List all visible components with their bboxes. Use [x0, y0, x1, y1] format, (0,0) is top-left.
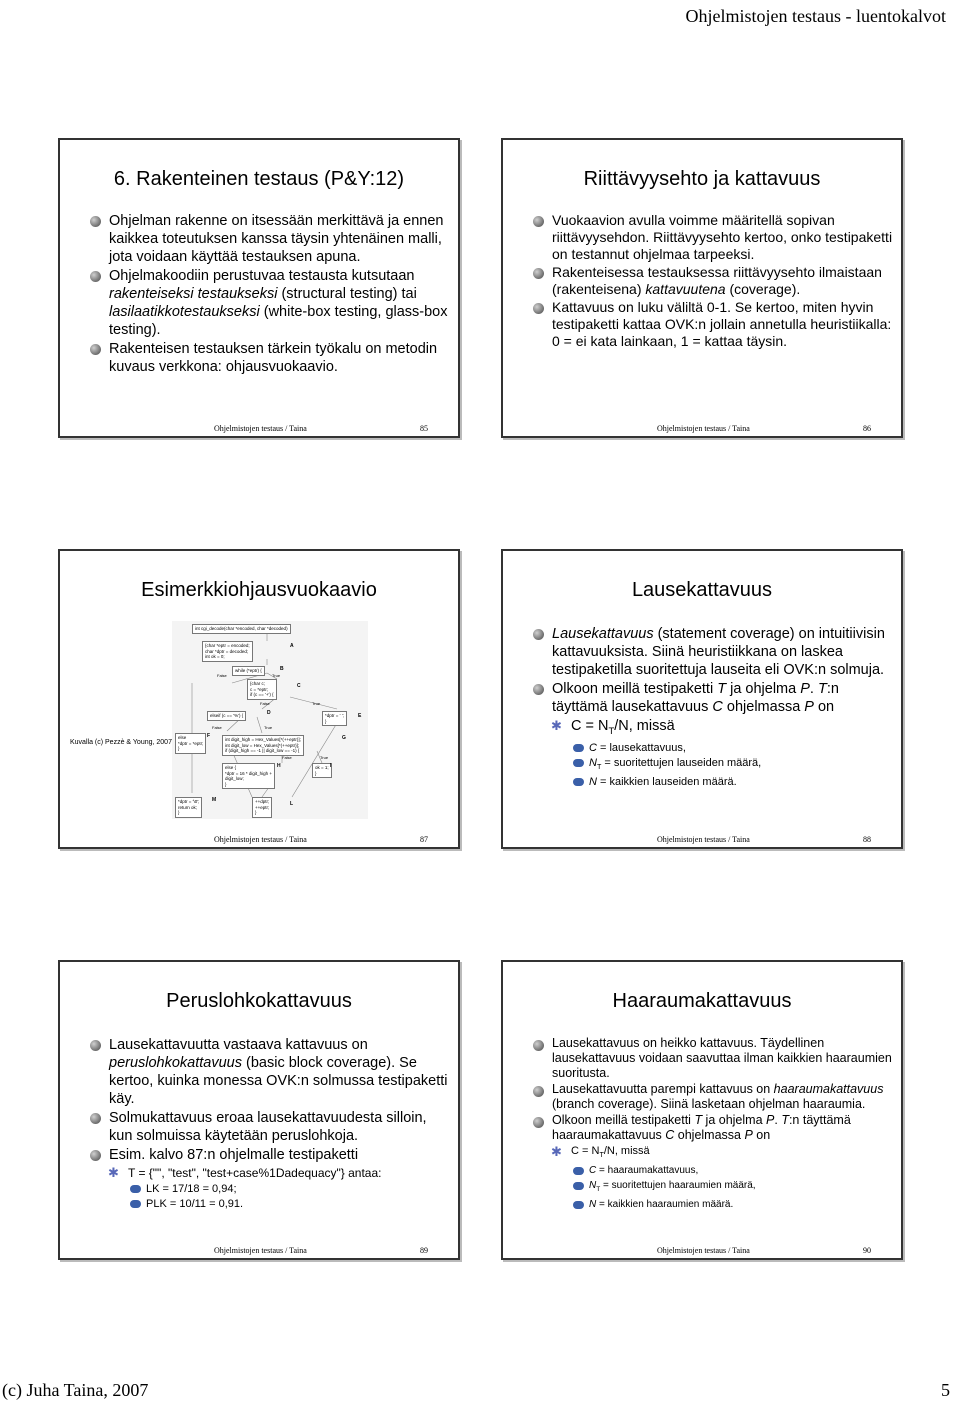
bullet-icon	[533, 268, 544, 279]
slide-number: 87	[420, 835, 428, 844]
list-item: PLK = 10/11 = 0,91.	[90, 1197, 450, 1211]
list-item: LK = 17/18 = 0,94;	[90, 1182, 450, 1196]
list-item: Lausekattavuus (statement coverage) on intuitiivisin kattavuuksista. Siinä heuristiikkana on laskea testipaketilla suoritettuja lauseita eli OVK:n solmuja.	[533, 625, 893, 679]
list-item: Olkoon meillä testipaketti T ja ohjelma P. T:n täyttämä haaraumakattavuus C ohjelmassa P on	[533, 1113, 893, 1143]
node-label: B	[280, 666, 284, 672]
slide-title: 6. Rakenteinen testaus (P&Y:12)	[113, 168, 405, 190]
list-item: Solmukattavuus eroaa lausekattavuudesta silloin, kun solmuissa käytetään peruslohkoja.	[90, 1109, 450, 1145]
list-item: Ohjelmakoodiin perustuvaa testausta kutsutaan rakenteiseksi testaukseksi (structural testing) tai lasilaatikkotestaukseksi (white-box testing, glass-box testing).	[90, 267, 450, 339]
list-item: ✱ $C = N_T/N$, missä	[551, 1144, 650, 1160]
slide-number: 90	[863, 1246, 871, 1255]
slide-85: 6. Rakenteinen testaus (P&Y:12) Ohjelman rakenne on itsessään merkittävä ja ennen kaikkea toteutuksen kanssa täysin yhtenäinen malli, jota voidaan käyttää testauksen apuna. Ohjelmakoodiin perustuvaa testausta kutsutaan rakenteiseksi testaukseksi (structural testing) tai lasilaatikkotestaukseksi (white-box testing, glass-box testing). Rakenteisen testauksen tärkein työkalu on metodin kuvaus verkkona: ohjausvuokaavio. Ohjelmistojen testaus / Taina 85	[58, 138, 460, 438]
star-bullet-icon: ✱	[551, 718, 562, 733]
node-label: L	[290, 801, 294, 807]
bullet-icon	[90, 1040, 101, 1051]
list-item: Kattavuus on luku väliltä 0-1. Se kertoo, miten hyvin testipaketti kattaa OVK:n jollain annetulla heuristiikalla: 0 = ei kata lainkaan, 1 = kattaa täysin.	[533, 299, 893, 350]
flow-node-d: elseif (c == '%') {	[207, 711, 246, 721]
list-item: $N_T$ = suoritettujen lauseiden määrä,	[533, 756, 893, 774]
bullet-list	[533, 625, 893, 790]
list-item: Lausekattavuutta vastaava kattavuus on peruslohkokattavuus (basic block coverage). Se kertoo, kuinka monessa OVK:n solmussa testipaketti käy.	[90, 1036, 450, 1108]
edge-label: True	[312, 701, 321, 706]
edge-label: False	[217, 673, 227, 678]
list-item: Vuokaavion avulla voimme määritellä sopivan riittävyysehdon. Riittävyysehto kertoo, onko testipaketti on testannut ohjelmaa tarpeeksi.	[533, 212, 893, 263]
pill-bullet-icon	[573, 1167, 584, 1175]
bullet-icon	[90, 216, 101, 227]
bullet-icon	[90, 1113, 101, 1124]
bullet-icon	[533, 303, 544, 314]
list-item: Lausekattavuus on heikko kattavuus. Täydellinen lausekattavuus voidaan saavuttaa ilman kaikkien haaraumien suoritusta.	[533, 1036, 893, 1081]
list-item: Olkoon meillä testipaketti T ja ohjelma P. T:n täyttämä lausekattavuus C ohjelmassa P on	[533, 680, 893, 716]
edge-label: False	[260, 701, 270, 706]
node-label: G	[342, 735, 346, 741]
flow-node-a: {char *eptr = encoded; char *dptr = decoded; int ok = 0;	[202, 641, 253, 662]
control-flow-graph	[172, 621, 368, 819]
slide-number: 86	[863, 424, 871, 433]
bullet-list	[533, 212, 893, 351]
copyright: (c) Juha Taina, 2007	[2, 1380, 149, 1400]
list-item: Lausekattavuutta parempi kattavuus on haaraumakattavuus (branch coverage). Siinä lasketaan ohjelman haaraumia.	[533, 1082, 893, 1112]
node-label: D	[267, 710, 271, 716]
list-item: Rakenteisen testauksen tärkein työkalu on metodin kuvaus verkkona: ohjausvuokaavio.	[90, 340, 450, 376]
bullet-list	[533, 1036, 893, 1213]
bullet-icon	[90, 344, 101, 355]
flow-header: int cgi_decode(char *encoded, char *decoded)	[192, 624, 291, 634]
slide-number: 85	[420, 424, 428, 433]
bullet-icon	[533, 1117, 544, 1128]
bullet-list	[90, 212, 450, 377]
slide-title: Riittävyysehto ja kattavuus	[583, 168, 821, 190]
node-label: A	[290, 643, 294, 649]
slide-title: Peruslohkokattavuus	[166, 990, 352, 1012]
slide-number: 88	[863, 835, 871, 844]
pill-bullet-icon	[573, 744, 584, 752]
pill-bullet-icon	[573, 759, 584, 767]
list-item: $N_T$ = suoritettujen haaraumien määrä,	[533, 1179, 893, 1197]
star-bullet-icon: ✱	[108, 1165, 119, 1180]
slide-90: Haaraumakattavuus Lausekattavuus on heikko kattavuus. Täydellinen lausekattavuus voidaan saavuttaa ilman kaikkien haaraumien suoritusta. Lausekattavuutta parempi kattavuus on haaraumakattavuus (branch coverage). Siinä lasketaan ohjelman haaraumia. Olkoon meillä testipaketti T ja ohjelma P. T:n täyttämä haaraumakattavuus C ohjelmassa P on ✱ $C = N_T/N$, missä C = haaraumakattavuus, $N_T$ = suoritettujen haaraumien määrä, N = kaikkien haaraumien määrä. Ohjelmistojen testaus / Taina 90	[501, 960, 903, 1260]
node-label: M	[212, 797, 217, 803]
flow-node-e: *dptr = ' '; }	[322, 711, 347, 726]
bullet-icon	[90, 1150, 101, 1161]
edge-label: False	[212, 725, 222, 730]
pill-bullet-icon	[130, 1185, 141, 1193]
list-item: C = lausekattavuus,	[533, 741, 893, 755]
list-item: ✱ T = {"", "test", "test+case%1Dadequacy"} antaa:	[108, 1165, 382, 1180]
star-bullet-icon: ✱	[551, 1144, 562, 1159]
bullet-icon	[533, 1040, 544, 1051]
list-item: Rakenteisessa testauksessa riittävyysehto ilmaistaan (rakenteisena) kattavuutena (coverage).	[533, 264, 893, 298]
slide-title: Lausekattavuus	[631, 579, 773, 601]
edge-label: False	[282, 755, 292, 760]
flow-node-i: ok = 1; }	[312, 763, 332, 778]
pill-bullet-icon	[573, 1201, 584, 1209]
flow-node-g: int digit_high = Hex_Values[*(++eptr)]; int digit_low = Hex_Values[*(++eptr)]; if (digit_high == -1 || digit_low == -1) {	[222, 735, 304, 756]
list-item: Esim. kalvo 87:n ohjelmalle testipaketti	[90, 1146, 450, 1164]
bullet-icon	[90, 271, 101, 282]
figure-caption: Kuvalla (c) Pezzè & Young, 2007	[70, 739, 172, 746]
slide-87: Esimerkkiohjausvuokaavio Kuvalla (c) Pezzè & Young, 2007 int cgi_decode(char *encoded, char *decoded) {char *eptr = encoded; char *dptr = decoded; int ok = 0; while (*eptr) { {char c; c = *eptr; if (c == '+') { elseif (c == '%') { *dptr = ' '; } else *dptr = *eptr; } int digit_high = Hex_Values[*(++eptr)]; int digit_low = Hex_Values[*(++eptr)]; if (digit_high == -1 || digit_low == -1) { else { *dptr = 16 * digit_high + digit_low; } ok = 1; } ++dptr; ++eptr; } *dptr = '\0'; return ok; } A B C D E F G H I L M False True False True False True False True Ohjelmistojen testaus / Taina 87	[58, 549, 460, 849]
list-item: N = kaikkien haaraumien määrä.	[533, 1198, 893, 1212]
slide-89: Peruslohkokattavuus Lausekattavuutta vastaava kattavuus on peruslohkokattavuus (basic block coverage). Se kertoo, kuinka monessa OVK:n solmussa testipaketti käy. Solmukattavuus eroaa lausekattavuudesta silloin, kun solmuissa käytetään peruslohkoja. Esim. kalvo 87:n ohjelmalle testipaketti ✱ T = {"", "test", "test+case%1Dadequacy"} antaa: LK = 17/18 = 0,94; PLK = 10/11 = 0,91. Ohjelmistojen testaus / Taina 89	[58, 960, 460, 1260]
flow-node-l: ++dptr; ++eptr; }	[252, 797, 272, 818]
bullet-icon	[533, 216, 544, 227]
bullet-icon	[533, 684, 544, 695]
page-number: 5	[941, 1380, 950, 1400]
slide-title: Esimerkkiohjausvuokaavio	[141, 579, 377, 601]
slide-number: 89	[420, 1246, 428, 1255]
node-label: I	[330, 763, 332, 769]
node-label: H	[277, 763, 281, 769]
document-footer	[0, 1380, 960, 1402]
node-label: F	[207, 733, 211, 739]
flow-node-c: {char c; c = *eptr; if (c == '+') {	[247, 679, 277, 700]
list-item: ✱ $C = N_T/N$, missä	[551, 718, 675, 736]
pill-bullet-icon	[130, 1200, 141, 1208]
document-header: Ohjelmistojen testaus - luentokalvot	[685, 6, 946, 26]
edge-label: True	[320, 755, 329, 760]
list-item: C = haaraumakattavuus,	[533, 1164, 893, 1178]
bullet-icon	[533, 629, 544, 640]
slide-title: Haaraumakattavuus	[612, 990, 792, 1012]
bullet-icon	[533, 1086, 544, 1097]
list-item: Ohjelman rakenne on itsessään merkittävä ja ennen kaikkea toteutuksen kanssa täysin yhtenäinen malli, jota voidaan käyttää testauksen apuna.	[90, 212, 450, 266]
pill-bullet-icon	[573, 778, 584, 786]
slide-86: Riittävyysehto ja kattavuus Vuokaavion avulla voimme määritellä sopivan riittävyysehdon. Riittävyysehto kertoo, onko testipaketti on testannut ohjelmaa tarpeeksi. Rakenteisessa testauksessa riittävyysehto ilmaistaan (rakenteisena) kattavuutena (coverage). Kattavuus on luku väliltä 0-1. Se kertoo, miten hyvin testipaketti kattaa OVK:n jollain annetulla heuristiikalla: 0 = ei kata lainkaan, 1 = kattaa täysin. Ohjelmistojen testaus / Taina 86	[501, 138, 903, 438]
flow-node-m: *dptr = '\0'; return ok; }	[175, 797, 202, 818]
edge-label: True	[272, 673, 281, 678]
node-label: C	[297, 683, 301, 689]
flow-node-b: while (*eptr) {	[232, 666, 265, 676]
edge-label: True	[264, 725, 273, 730]
bullet-list	[90, 1036, 450, 1212]
slide-88: Lausekattavuus Lausekattavuus (statement coverage) on intuitiivisin kattavuuksista. Siinä heuristiikkana on laskea testipaketilla suoritettuja lauseita eli OVK:n solmuja. Olkoon meillä testipaketti T ja ohjelma P. T:n täyttämä lausekattavuus C ohjelmassa P on ✱ $C = N_T/N$, missä C = lausekattavuus, $N_T$ = suoritettujen lauseiden määrä, N = kaikkien lauseiden määrä. Ohjelmistojen testaus / Taina 88	[501, 549, 903, 849]
flow-node-h: else { *dptr = 16 * digit_high + digit_low; }	[222, 763, 275, 789]
flow-node-f: else *dptr = *eptr; }	[175, 733, 206, 754]
list-item: N = kaikkien lauseiden määrä.	[533, 775, 893, 789]
pill-bullet-icon	[573, 1182, 584, 1190]
node-label: E	[358, 713, 362, 719]
